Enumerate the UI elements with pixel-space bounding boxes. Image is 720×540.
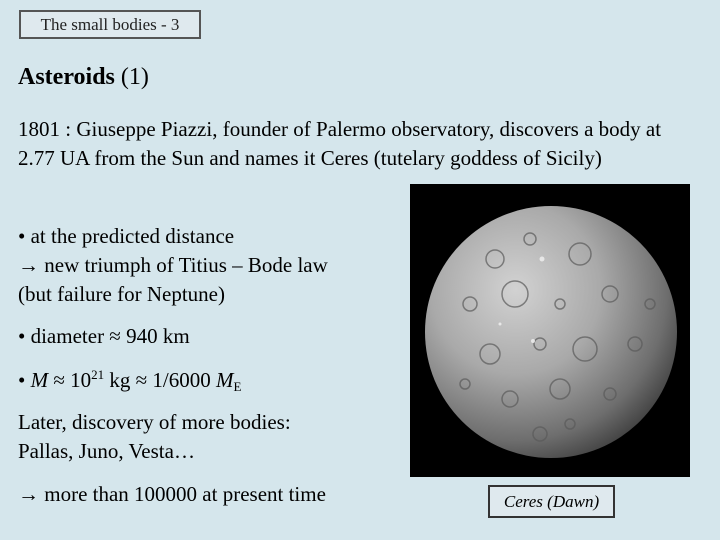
bullet-distance-line3: (but failure for Neptune) <box>18 282 225 306</box>
earth-subscript: E <box>233 379 242 394</box>
earth-mass-symbol: M <box>216 368 234 392</box>
present-count: → more than 100000 at present time <box>18 482 326 506</box>
mass-unit: kg ≈ 1/6000 <box>104 368 217 392</box>
bullet-mass <box>18 366 398 395</box>
bullet-distance-line2: → new triumph of Titius – Bode law <box>18 253 328 277</box>
title-main: Asteroids <box>18 64 115 90</box>
later-discoveries <box>18 408 398 466</box>
later-line2: Pallas, Juno, Vesta… <box>18 439 195 463</box>
intro-paragraph: 1801 : Giuseppe Piazzi, founder of Palermo observatory, discovers a body at 2.77 UA from the Sun and names it Ceres (tutelary goddess of Sicily) <box>18 117 662 170</box>
section-label: The small bodies - 3 <box>19 10 201 39</box>
later-line1: Later, discovery of more bodies: <box>18 410 291 434</box>
mass-symbol: M <box>30 368 49 392</box>
mass-bullet: • <box>18 368 31 392</box>
image-caption: Ceres (Dawn) <box>488 485 615 518</box>
bullet-predicted-distance <box>18 222 398 309</box>
ceres-image-svg <box>410 184 690 477</box>
bullet-distance-line1: • at the predicted distance <box>18 224 235 248</box>
title-suffix: (1) <box>120 64 149 90</box>
slide-title <box>18 64 149 91</box>
mass-approx: ≈ 10 <box>48 368 92 392</box>
bullet-diameter: • diameter ≈ 940 km <box>18 324 190 348</box>
ceres-image <box>410 184 690 477</box>
mass-exponent: 21 <box>91 367 105 382</box>
